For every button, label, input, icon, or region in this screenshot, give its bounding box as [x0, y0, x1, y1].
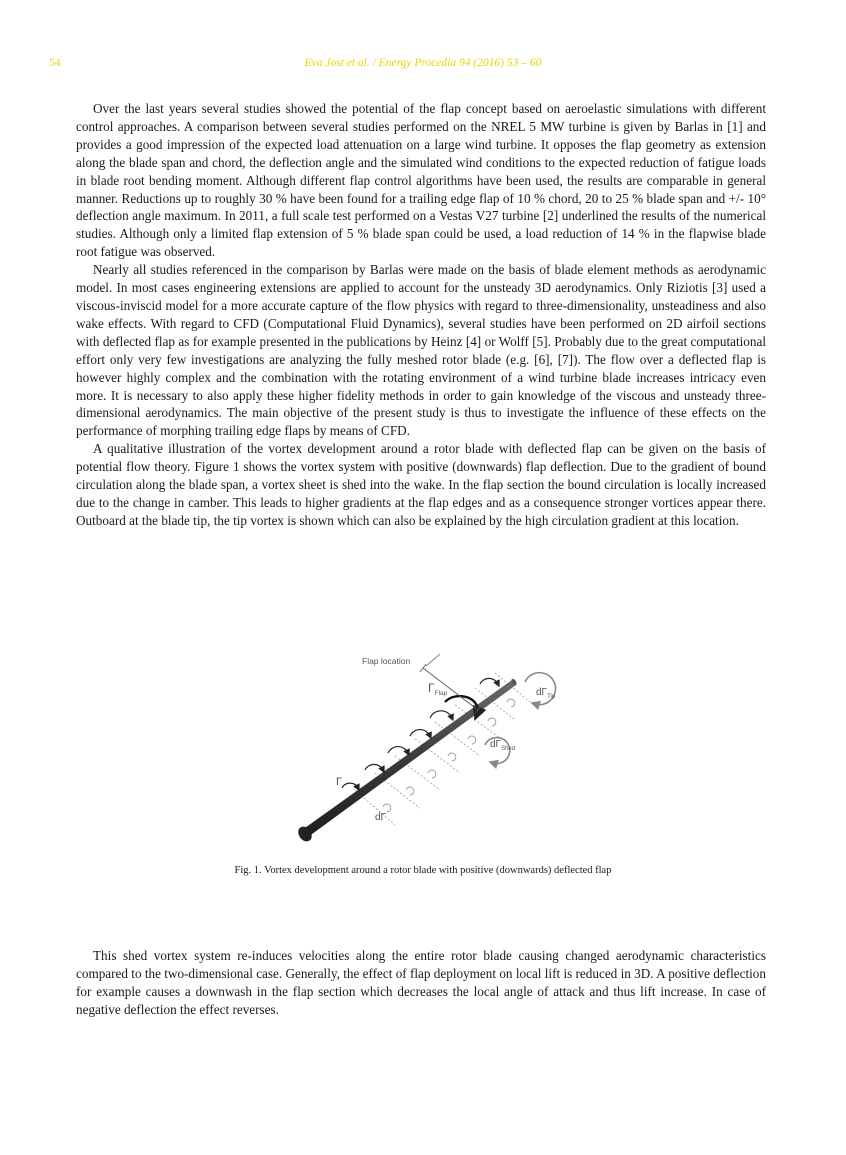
d-gamma-tip-label: $d\Gamma_{Tip}$	[536, 687, 556, 700]
running-head: Eva Jost et al. / Energy Procedia 94 (2016) 53 – 60	[304, 57, 542, 69]
figure-caption: Fig. 1. Vortex development around a rotor blade with positive (downwards) deflected flap	[234, 865, 612, 876]
paragraph-4: This shed vortex system re-induces velocities along the entire rotor blade causing changed aerodynamic characteristics compared to the two-dimensional case. Generally, the effect of flap deployment on local lift is reduced in 3D. A positive deflection for example causes a downwash in the flap section which decreases the local angle of attack and thus lift increase. In case of negative deflection the effect reverses.	[76, 948, 766, 1017]
d-gamma-label: dΓ	[375, 812, 387, 823]
paragraph-2: Nearly all studies referenced in the comparison by Barlas were made on the basis of blade element methods as aerodynamic model. In most cases engineering extensions are applied to account for the unsteady 3D aerodynamics. Only Riziotis [3] used a viscous-inviscid model for a more accurate capture of the flow physics with regard to three-dimensionality, unsteadiness and also wake effects. With regard to CFD (Computational Fluid Dynamics), several studies have been performed on 2D airfoil sections with deflected flap as for example presented in the publications by Heinz [4] or Wolff [5]. Probably due to the great computational effort only very few investigations are analyzing the fully meshed rotor blade (e.g. [6], [7]). The flow over a deflected flap is however highly complex and the combination with the rotating environment of a wind turbine blade increases intricacy even more. It is necessary to also apply these higher fidelity methods in order to gain knowledge of the viscous and unsteady three-dimensional aerodynamics. The main objective of the present study is thus to investigate the influence of these effects on the performance of morphing trailing edge flaps by means of CFD.	[76, 262, 766, 439]
page-header	[0, 57, 846, 75]
paragraph-3: A qualitative illustration of the vortex development around a rotor blade with deflected flap can be given on the basis of potential flow theory. Figure 1 shows the vortex system with positive (downwards) flap deflection. Due to the gradient of bound circulation along the blade span, a vortex sheet is shed into the wake. In the flap section the bound circulation is locally increased due to the change in camber. This leads to higher gradients at the flap edges and as a consequence stronger vortices appear there. Outboard at the blade tip, the tip vortex is shown which can also be explained by the high circulation gradient at this location.	[76, 441, 766, 528]
paragraph-1: Over the last years several studies showed the potential of the flap concept based on aeroelastic simulations with different control approaches. A comparison between several studies performed on the NREL 5 MW turbine is given by Barlas in [1] and provides a good impression of the expected load attenuation on a large wind turbine. It opposes the flap geometry as extension along the blade span and chord, the deflection angle and the simulated wind conditions to the expected reduction of fatigue loads in blade root bending moment. Although different flap control algorithms have been used, the results are comparable in general manner. Reductions up to roughly 30 % have been found for a trailing edge flap of 10 % chord, 20 to 25 % blade span and +/- 10° deflection angle maximum. In 2011, a full scale test performed on a Vestas V27 turbine [2] underlined the results of the numerical studies. Although only a limited flap extension of 5 % blade span could be used, a load reduction of 14 % in the flapwise blade root fatigue was observed.	[76, 101, 766, 260]
shed-vortices	[383, 699, 515, 812]
rotor-blade	[295, 678, 517, 844]
figure-vortex-development	[280, 640, 580, 855]
gamma-label: Γ	[336, 776, 343, 788]
page-number: 54	[49, 57, 61, 69]
flap-location-label: Flap location	[362, 656, 411, 666]
body-text-after-figure	[76, 947, 766, 1019]
body-text	[76, 100, 766, 530]
bound-circulation-arrows	[342, 678, 498, 788]
gamma-flap-label: $\Gamma_{Flap}$	[428, 681, 448, 697]
vortex-diagram	[280, 640, 580, 855]
d-gamma-shed-label: $d\Gamma_{Shed}$	[490, 739, 516, 752]
